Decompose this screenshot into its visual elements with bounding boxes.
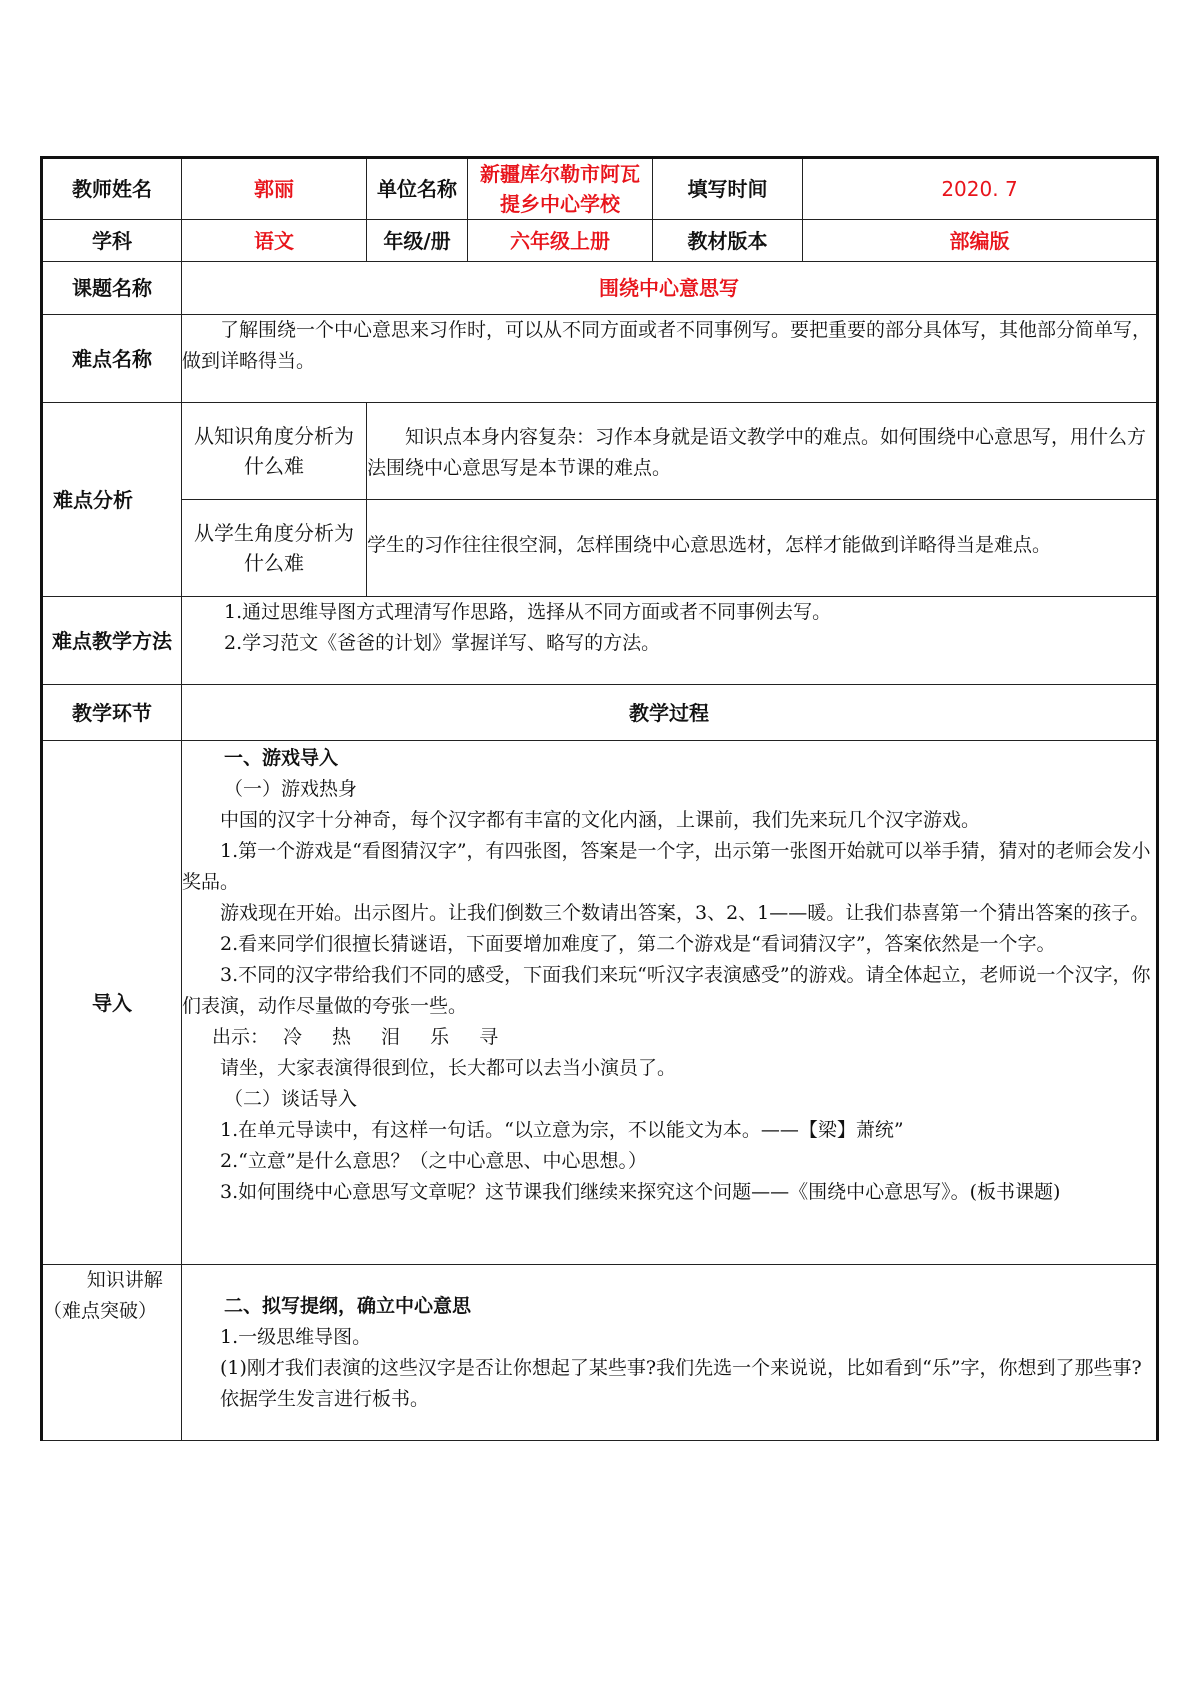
analysis-knowledge-row	[42, 403, 1158, 500]
edition-value: 部编版	[803, 220, 1158, 262]
intro-heading: 一、游戏导入	[224, 747, 339, 769]
intro-sub2: （二）谈话导入	[224, 1088, 358, 1110]
knowledge-p1: 1.一级思维导图。	[220, 1326, 372, 1348]
student-angle-cell	[367, 500, 1158, 597]
topic-row	[42, 262, 1158, 315]
unit-name-line-2: 提乡中心学校	[500, 192, 620, 216]
show-char-4: 乐	[430, 1026, 450, 1048]
analysis-student-row	[42, 500, 1158, 597]
intro-p9: 3.如何围绕中心意思写文章呢？这节课我们继续来探究这个问题——《围绕中心意思写》。(板书课题)	[220, 1181, 1061, 1203]
knowledge-stage-text: 知识讲解（难点突破）	[43, 1269, 163, 1322]
intro-p8: 2.“立意”是什么意思？（之中心意思、中心思想。）	[220, 1150, 648, 1172]
unit-name-label: 单位名称	[367, 158, 468, 220]
method-item-1: 1.通过思维导图方式理清写作思路，选择从不同方面或者不同事例去写。	[224, 601, 832, 623]
teacher-name-value: 郭丽	[182, 158, 367, 220]
fill-date-value: 2020. 7	[803, 158, 1158, 220]
difficulty-text: 了解围绕一个中心意思来习作时，可以从不同方面或者不同事例写。要把重要的部分具体写，其他部分简单写，做到详略得当。	[182, 319, 1152, 372]
subject-value: 语文	[182, 220, 367, 262]
teaching-stage-label: 教学环节	[42, 685, 182, 741]
intro-p6: 请坐，大家表演得很到位，长大都可以去当小演员了。	[220, 1057, 677, 1079]
show-char-3: 泪	[381, 1026, 401, 1048]
intro-show-row	[182, 1022, 1156, 1053]
knowledge-row	[42, 1265, 1158, 1441]
lesson-plan-sheet	[40, 156, 1156, 1441]
lesson-plan-table	[40, 156, 1159, 1441]
fill-date-label: 填写时间	[653, 158, 803, 220]
intro-stage-label: 导入	[42, 741, 182, 1265]
student-angle-text: 学生的习作往往很空洞，怎样围绕中心意思选材，怎样才能做到详略得当是难点。	[367, 533, 1052, 556]
show-char-5: 寻	[479, 1026, 499, 1048]
subject-label: 学科	[42, 220, 182, 262]
show-char-1: 冷	[283, 1026, 303, 1048]
topic-value: 围绕中心意思写	[182, 262, 1158, 315]
topic-label: 课题名称	[42, 262, 182, 315]
knowledge-p2: (1)刚才我们表演的这些汉字是否让你想起了某些事?我们先选一个来说说，比如看到“乐”字，你想到了那些事?	[220, 1357, 1142, 1379]
unit-name-line-1: 新疆库尔勒市阿瓦	[480, 162, 640, 186]
difficulty-row	[42, 315, 1158, 403]
difficulty-cell	[182, 315, 1158, 403]
intro-row	[42, 741, 1158, 1265]
process-header-row	[42, 685, 1158, 741]
knowledge-angle-text: 知识点本身内容复杂：习作本身就是语文教学中的难点。如何围绕中心意思写，用什么方法围绕中心意思写是本节课的难点。	[367, 426, 1147, 479]
header-row-2	[42, 220, 1158, 262]
student-angle-label: 从学生角度分析为什么难	[182, 500, 367, 597]
method-item-2: 2.学习范文《爸爸的计划》掌握详写、略写的方法。	[224, 632, 661, 654]
show-label: 出示：	[212, 1026, 270, 1048]
knowledge-p3: 依据学生发言进行板书。	[220, 1388, 430, 1410]
knowledge-stage-label	[42, 1265, 182, 1441]
teacher-name-label: 教师姓名	[42, 158, 182, 220]
knowledge-heading: 二、拟写提纲，确立中心意思	[224, 1295, 472, 1317]
intro-p1: 中国的汉字十分神奇，每个汉字都有丰富的文化内涵，上课前，我们先来玩几个汉字游戏。	[220, 809, 981, 831]
teaching-method-label: 难点教学方法	[42, 597, 182, 685]
difficulty-name-label: 难点名称	[42, 315, 182, 403]
intro-p7: 1.在单元导读中，有这样一句话。“以立意为宗，不以能文为本。——【梁】萧统”	[220, 1119, 904, 1141]
knowledge-angle-label: 从知识角度分析为什么难	[182, 403, 367, 500]
knowledge-angle-cell	[367, 403, 1158, 500]
grade-value: 六年级上册	[468, 220, 653, 262]
show-char-2: 热	[332, 1026, 352, 1048]
intro-p3: 游戏现在开始。出示图片。让我们倒数三个数请出答案，3、2、1——暖。让我们恭喜第一个猜出答案的孩子。	[220, 902, 1150, 924]
intro-p4: 2.看来同学们很擅长猜谜语，下面要增加难度了，第二个游戏是“看词猜汉字”，答案依然是一个字。	[220, 933, 1056, 955]
methods-row	[42, 597, 1158, 685]
intro-p2: 1.第一个游戏是“看图猜汉字”，有四张图，答案是一个字，出示第一张图开始就可以举手猜，猜对的老师会发小奖品。	[182, 840, 1151, 893]
edition-label: 教材版本	[653, 220, 803, 262]
difficulty-analysis-label: 难点分析	[42, 403, 182, 597]
intro-sub1: （一）游戏热身	[224, 778, 358, 800]
intro-content	[182, 741, 1158, 1265]
header-row-1	[42, 158, 1158, 220]
unit-name-value	[468, 158, 653, 220]
grade-label: 年级/册	[367, 220, 468, 262]
methods-cell	[182, 597, 1158, 685]
teaching-process-label: 教学过程	[182, 685, 1158, 741]
knowledge-content	[182, 1265, 1158, 1441]
intro-p5: 3.不同的汉字带给我们不同的感受，下面我们来玩“听汉字表演感受”的游戏。请全体起立，老师说一个汉字，你们表演，动作尽量做的夸张一些。	[182, 964, 1151, 1017]
